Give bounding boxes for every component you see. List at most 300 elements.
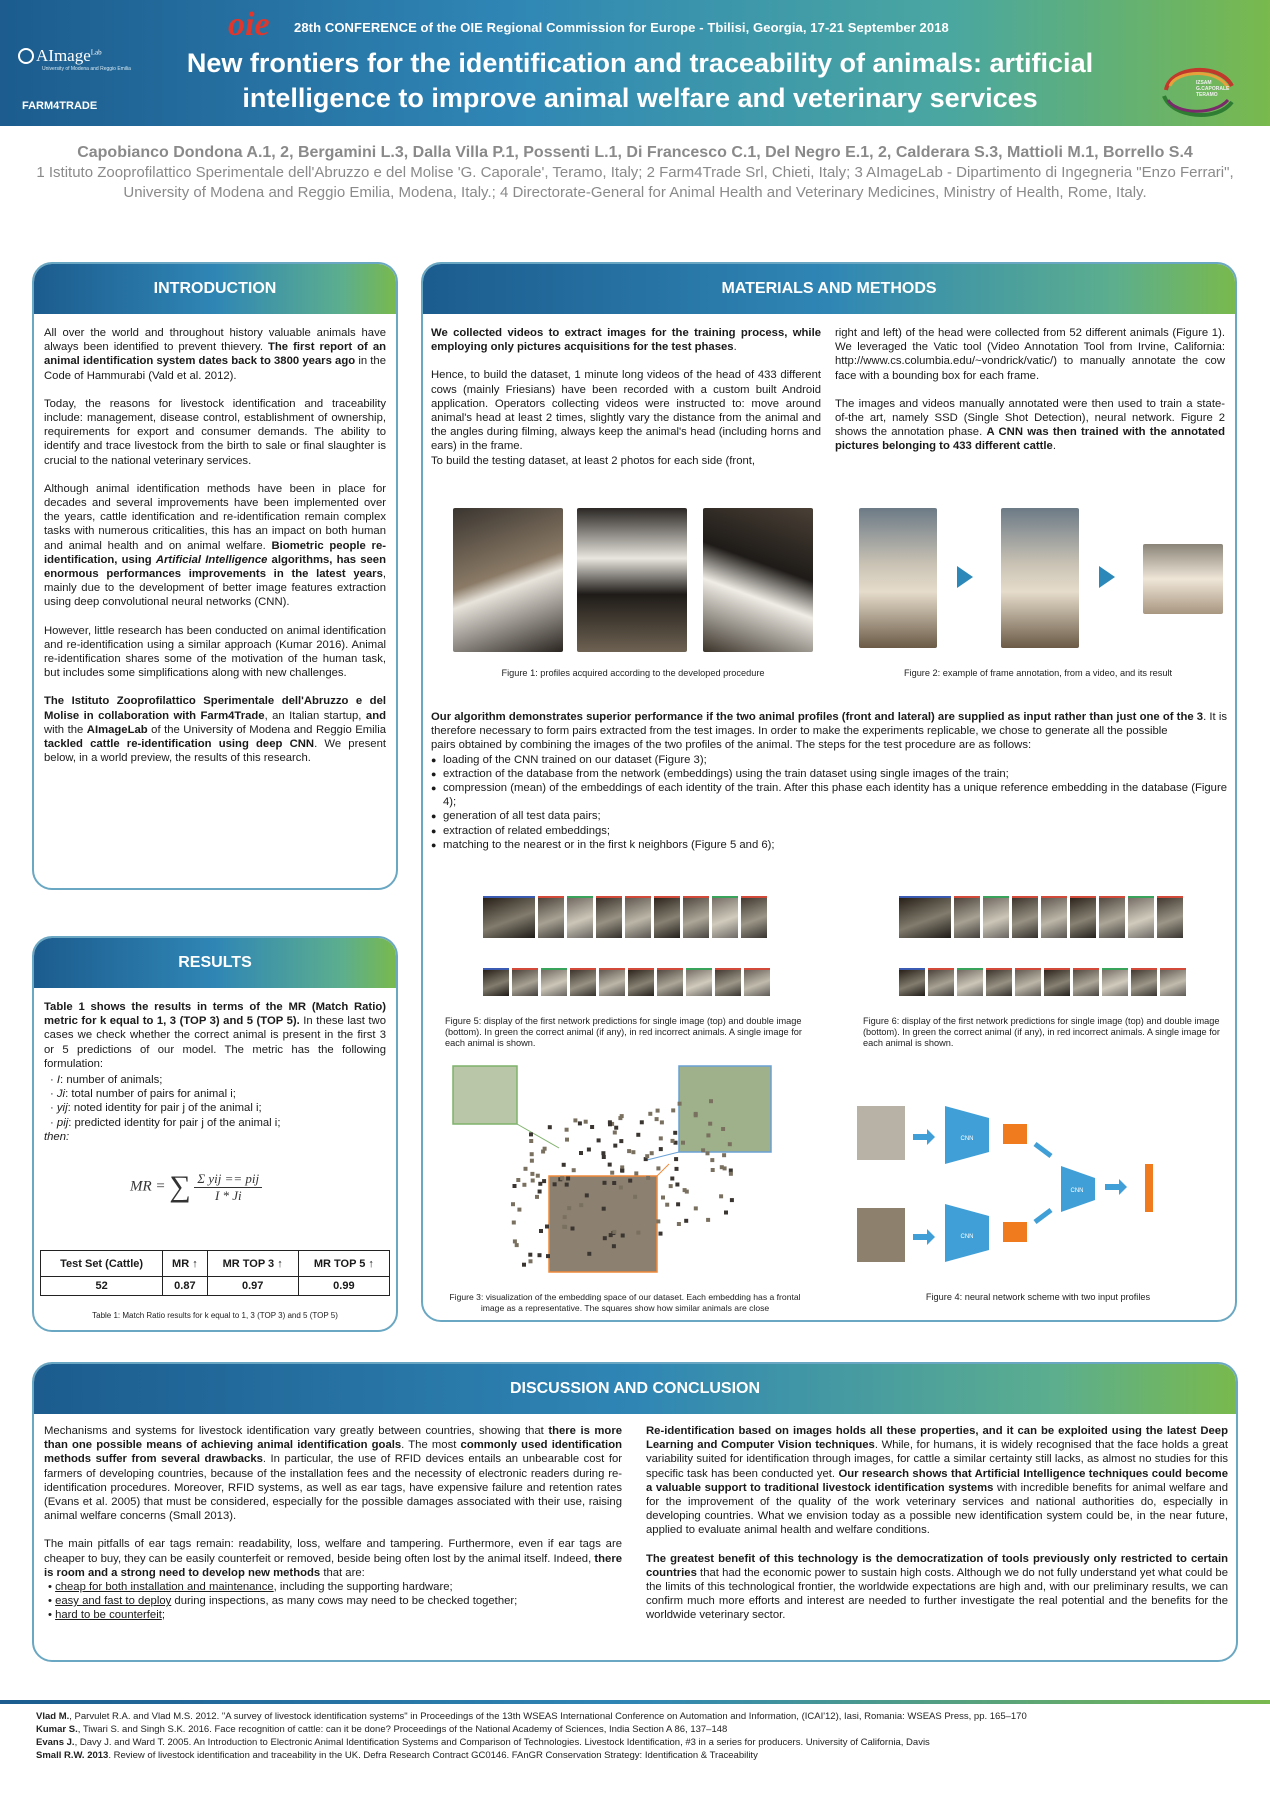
table-header: MR TOP 3 ↑ [207,1251,298,1277]
embedding-point [627,1149,631,1153]
prediction-thumbnail [483,896,535,938]
embedding-point [634,1171,638,1175]
algorithm-text: . It is therefore necessary to form pairs extracted from the test images. In order to make the experiments replicable, we chose to generate all the possible [431,711,1228,738]
discussion-bold: The greatest benefit of this technology is the democratization of tools previously only restricted to certain countries [646,1552,1228,1579]
embedding-point [694,1113,698,1117]
cow-profile-right-image [703,508,813,652]
frame-annotated-image [1001,508,1079,648]
embedding-point [528,1253,532,1257]
cnn-label-1: CNN [960,1136,974,1142]
embedding-point [610,1171,614,1175]
reference-text: , Davy J. and Ward T. 2005. An Introduction to Electronic Animal Identification Systems and Comparison of Technologies. Livestock Identification, #3 in a series for producers. University of California, Davis [74,1737,930,1748]
embedding-point [681,1141,685,1145]
steps-list [431,753,1227,852]
embedding-point [684,1219,688,1223]
prediction-thumbnail [983,896,1009,938]
embedding-point [590,1125,594,1129]
embedding-point [676,1202,680,1206]
izsam-text: IZSAM G.CAPORALE TERAMO [1196,80,1230,98]
symbol: Ji [56,1088,66,1101]
embedding-point [614,1126,618,1130]
intro-text: , an Italian startup, [264,709,366,722]
embedding-point [612,1181,616,1185]
requirement-underlined: hard to be counterfeit [55,1609,162,1622]
prediction-thumbnail [1012,896,1038,938]
authors: Capobianco Dondona A.1, 2, Bergamini L.3, Dalla Villa P.1, Possenti L.1, Di Francesco C.1, Del Negro E.1, 2, Calderara S.3, Mattioli M.1, Borrello S.4 [77,144,1193,161]
embedding-point [612,1244,616,1248]
embedding-point [529,1132,533,1136]
embedding-point [602,1155,606,1159]
introduction-body [34,314,396,791]
reference-author: Evans J. [36,1737,75,1748]
requirement-underlined: easy and fast to deploy [55,1595,172,1608]
intro-text: in the Code of Hammurabi (Vald et al. 2012). [44,355,386,382]
embedding-point [608,1120,612,1124]
embedding-point [572,1168,576,1172]
embedding-point [665,1203,669,1207]
embedding-point [579,1151,583,1155]
introduction-heading: INTRODUCTION [34,264,396,314]
embedding-point [536,1174,540,1178]
methods-bold: We collected videos to extract images for the training process, while employing only pictures acquisitions for the test phases [431,327,821,354]
figure-6-caption: Figure 6: display of the first network predictions for single image (top) and double image (bottom). In green the correct animal (if any), in red incorrect animals. A single image for each animal is shown. [863,1016,1220,1048]
symbol-item: · pij: predicted identity for pair j of the animal i; [50,1116,281,1129]
embedding-point [656,1219,660,1223]
embedding-point [512,1221,516,1225]
figure-6-top-strip [899,896,1179,938]
embedding-point [631,1150,635,1154]
prediction-thumbnail [741,896,767,938]
reference-author: Small R.W. 2013 [36,1750,109,1761]
embedding-point [670,1177,674,1181]
embedding-space-figure [451,1064,811,1284]
embedding-point [531,1179,535,1183]
embedding-point [659,1136,663,1140]
embedding-point [722,1153,726,1157]
embedding-point [661,1196,665,1200]
methods-text: The images and videos manually annotated were then used to train a state-of-the art, namely SSD (Single Shot Detection), neural network. Figure 2 shows the annotation phase. [835,397,1225,439]
algorithm-section [431,710,1227,852]
intro-text: Although animal identification methods have been in place for decades and several improvements have been implemented over the years, cattle identification and re-identification remain complex tasks with numerous criticalities, this has an impact on both human and animal health and on animal welfare. [44,482,386,552]
embedding-point [563,1215,567,1219]
symbol-desc: : number of animals; [60,1074,163,1087]
embedding-point [706,1218,710,1222]
affiliations: 1 Istituto Zooprofilattico Sperimentale dell'Abruzzo e del Molise 'G. Caporale', Teramo, Italy; 2 Farm4Trade Srl, Chieti, Italy; 3 AImageLab - Dipartimento di Ingegneria "Enzo Ferrari", University of Modena and Reggio Emilia, Modena, Italy.; 4 Directorate-General for Animal Health and Veterinary Medicines, Ministry of Health, Rome, Italy. [36,164,1234,201]
prediction-thumbnail [483,968,509,996]
embedding-point [640,1120,644,1124]
figure-5-top-strip [483,896,773,938]
embedding-point [603,1181,607,1185]
list-item: ● generation of all test data pairs; [431,809,1227,823]
intro-text: . We present below, in a world preview, the results of this research. [44,738,386,765]
prediction-thumbnail [654,896,680,938]
embedding-point [628,1179,632,1183]
prediction-thumbnail [899,896,951,938]
arrow-right-icon [1099,566,1115,588]
embedding-point [565,1138,569,1142]
methods-paragraph [431,326,821,354]
embedding-point [675,1167,679,1171]
intro-bold: tackled cattle re-identification using deep CNN [44,738,315,751]
figure-6-bottom-strip [899,968,1179,998]
embedding-point [578,1121,582,1125]
prediction-thumbnail [954,896,980,938]
algorithm-bold: Our algorithm demonstrates superior performance if the two animal profiles (front and lateral) are supplied as input rather than just one of the 3 [431,711,1204,723]
intro-text: All over the world and throughout history valuable animals have always been identified to prevent thievery. [44,327,386,354]
symbol-item: · I: number of animals; [50,1074,163,1087]
reference-author: Kumar S. [36,1724,78,1735]
results-panel [32,936,398,1332]
embedding-point [543,1147,547,1151]
table-header: Test Set (Cattle) [41,1251,163,1277]
requirement-underlined: cheap for both installation and maintenance [55,1581,274,1594]
embedding-point [516,1178,520,1182]
embedding-point [636,1231,640,1235]
embedding-point [524,1167,528,1171]
embedding-point [560,1176,564,1180]
embedding-point [613,1144,617,1148]
cow-profile-left-image [453,508,563,652]
embedding-point [721,1127,725,1131]
list-item: ● compression (mean) of the embeddings of each identity of the train. After this phase each identity has a unique reference embedding in the database (Figure 4); [431,781,1227,809]
list-item: ● extraction of the database from the network (embeddings) using the train dataset using single images of the train; [431,767,1227,781]
embedding-point [612,1230,616,1234]
discussion-bold: there is more than one possible means of achieving animal identification goals [44,1425,622,1452]
embedding-point [587,1252,591,1256]
discussion-paragraph [44,1537,622,1580]
embedding-point [694,1206,698,1210]
algorithm-paragraph [431,710,1227,738]
prediction-thumbnail [570,968,596,996]
symbol-desc: : total number of pairs for animal i; [65,1088,236,1101]
results-body [34,988,396,1144]
embedding-point [513,1239,517,1243]
table-cell: 0.99 [298,1277,389,1296]
requirement-rest: ; [161,1609,165,1622]
discussion-text: that are: [320,1566,365,1579]
reference-author: Vlad M. [36,1711,70,1722]
aimagelab-subtitle: University of Modena and Reggio Emilia [42,66,131,72]
discussion-text: . While, for humans, it is widely recognised that the face holds a great variability suited for identification through images, for cattle a similar certainty still lacks, as almost no studies for this specific task has been conducted yet. [646,1439,1228,1480]
embedding-point [542,1179,546,1183]
formula-lhs: MR = [130,1178,166,1195]
embedding-point [724,1211,728,1215]
discussion-column-1 [44,1424,622,1623]
embedding-point [562,1163,566,1167]
intro-paragraph [44,694,386,765]
reference-item [36,1736,1236,1749]
list-item: ● loading of the CNN trained on our dataset (Figure 3); [431,753,1227,767]
prediction-thumbnail [1070,896,1096,938]
discussion-paragraph [646,1552,1228,1623]
embedding-point [621,1234,625,1238]
embedding-point [619,1139,623,1143]
prediction-thumbnail [715,968,741,996]
figure-4-caption: Figure 4: neural network scheme with two input profiles [925,1292,1151,1302]
embedding-point [602,1207,606,1211]
input-profile-1-image [857,1106,905,1160]
embedding-point [709,1099,713,1103]
embedding-point [530,1159,534,1163]
embedding-point [706,1151,710,1155]
intro-paragraph: However, little research has been conducted on animal identification and re-identification using a similar approach (Kumar 2016). Animal re-identification shares some of the motivation of the human task, but includes some simplifications along with new challenges. [44,624,386,680]
intro-paragraph [44,482,386,610]
sum-icon: ∑ [169,1170,191,1203]
embedding-point [573,1118,577,1122]
symbol: yij [56,1102,68,1115]
methods-column-1 [431,326,821,468]
intro-paragraph: Today, the reasons for livestock identification and traceability include: management, disease control, establishment of ownership, requirements for export and consumer demands. The ability to identify and trace livestock from the birth to sale or final slaughter is crucial to the national veterinary services. [44,397,386,467]
embedding-point [515,1243,519,1247]
aimagelab-text: AImage [36,46,91,65]
discussion-bold: commonly used identification methods suffer from several drawbacks [44,1439,622,1466]
embedding-point [538,1253,542,1257]
embedding-point [719,1194,723,1198]
prediction-thumbnail [657,968,683,996]
embedding-point [673,1131,677,1135]
reference-item [36,1710,1236,1723]
embedding-point [669,1184,673,1188]
embedding-point [530,1172,534,1176]
table-row [41,1277,390,1296]
requirement-rest: , including the supporting hardware; [273,1581,453,1594]
embedding-point [585,1193,589,1197]
cropped-face-image [1143,544,1223,614]
figure-5-caption: Figure 5: display of the first network predictions for single image (top) and double image (bottom). In green the correct animal (if any), in red incorrect animals. A single image for each animal is shown. [445,1016,802,1048]
formula-fraction [194,1171,262,1204]
requirements-list [44,1580,622,1623]
intro-italic: Artificial Intelligence [155,553,268,566]
embedding-point [584,1120,588,1124]
table-header: MR ↑ [163,1251,207,1277]
reference-text: , Tiwari S. and Singh S.K. 2016. Face recognition of cattle: can it be done? Proceedings of the National Academy of Sciences, India Section A 86, 137–148 [77,1724,728,1735]
prediction-thumbnail [538,896,564,938]
methods-text: . [733,341,737,354]
table-cell: 0.87 [163,1277,207,1296]
intro-bold: The first report of an animal identification system dates back to 3800 years ago [44,341,387,368]
embedding-point [706,1133,710,1137]
then-label [44,1130,386,1144]
cnn-label-3: CNN [1070,1188,1084,1194]
discussion-text: Mechanisms and systems for livestock identification vary greatly between countries, showing that [44,1425,549,1437]
embedding-point [545,1225,549,1229]
prediction-thumbnail [712,896,738,938]
methods-paragraph [835,397,1225,454]
prediction-thumbnail [1044,968,1070,996]
formula-numerator: Σ yij == pij [194,1171,262,1188]
embedding-point [597,1138,601,1142]
reference-item [36,1749,1236,1762]
table-header-row [41,1251,390,1277]
discussion-bold: Our research shows that Artificial Intelligence techniques could become a valuable support to traditional livestock identification systems [646,1467,1229,1494]
results-table [40,1250,390,1296]
embedding-point [566,1177,570,1181]
intro-bold: The Istituto Zooprofilattico Sperimentale dell'Abruzzo e del Molise in collaboration with Farm4Trade [44,695,386,722]
prediction-thumbnail [596,896,622,938]
prediction-thumbnail [1160,968,1186,996]
embedding-point [535,1195,539,1199]
symbol-item: · Ji: total number of pairs for animal i; [50,1088,236,1101]
embedding-point [601,1151,605,1155]
embedding-point [678,1102,682,1106]
discussion-text: that had the economic power to sustain high costs. Although we do not fully understand yet what could be the limits of this technological frontier, the worldwide expectations are high and, with our preliminary results, we can confirm much more efforts and interest are needed to further investigate the real potential and the benefits for the worldwide veterinary sector. [646,1566,1228,1622]
results-bold: Table 1 shows the results in terms of the MR (Match Ratio) metric for k equal to 1, 3 (TOP 3) and 5 (TOP 5). [44,1001,386,1028]
methods-column-2 [835,326,1225,468]
discussion-text: . In particular, the use of RFID devices entails an unbearable cost for farmers of developing countries, because of the installation fees and the necessity of electronic readers during re-identification procedures. Moreover, RFID systems, as well as ear tags, have expensive failure and retention rates (Evans et al. 2005) that must be considered, especially for the possible damages associated with their use, raising animal welfare concerns (Small 2013). [44,1453,623,1523]
prediction-thumbnail [512,968,538,996]
list-item: ● extraction of related embeddings; [431,824,1227,838]
prediction-thumbnail [1128,896,1154,938]
requirement-rest: during inspections, as many cows may need to be checked together; [171,1595,518,1608]
prediction-thumbnail [541,968,567,996]
discussion-heading: DISCUSSION AND CONCLUSION [34,1364,1236,1414]
figure-3-caption: Figure 3: visualization of the embedding space of our dataset. Each embedding has a frontal image as a representative. The squares show how similar animals are close [449,1292,801,1313]
discussion-text: with incredible benefits for animal welfare and for the improvement of the quality of the work veterinary services and national authorities do, especially in developing countries. What we envision today as a possible new identification system could be, in the near future, applied to evaluate animal health and welfare conditions. [646,1481,1228,1537]
references [36,1710,1236,1762]
intro-bold: and [365,709,386,722]
cow-profile-front-image [577,508,687,652]
symbol: pij [56,1116,69,1129]
authors-block [20,143,1250,203]
embedding-point [650,1151,654,1155]
embedding-point [513,1184,517,1188]
embedding-point [608,1163,612,1167]
formula-denominator: I * Ji [214,1187,242,1203]
embedding-point [522,1183,526,1187]
references-divider [0,1700,1270,1704]
list-item: ● matching to the nearest or in the first k neighbors (Figure 5 and 6); [431,838,1227,852]
embedding-point [567,1206,571,1210]
embedding-point [656,1166,660,1170]
embedding-point [677,1222,681,1226]
embedding-point [587,1148,591,1152]
discussion-bold: Re-identification based on images holds all these properties, and it can be exploited using the latest Deep Learning and Computer Vision techniques [646,1425,1228,1452]
embedding-point [659,1232,663,1236]
embedding-point [517,1208,521,1212]
embedding-point [565,1128,569,1132]
prediction-thumbnail [1131,968,1157,996]
embedding-point [603,1236,607,1240]
embedding-point [522,1263,526,1267]
methods-heading: MATERIALS AND METHODS [423,264,1235,314]
discussion-paragraph [646,1424,1228,1538]
intro-bold: algorithms, has seen enormous performances improvements in the latest years [44,553,386,581]
embedding-point [553,1182,557,1186]
embedding-point [613,1131,617,1135]
figure-5-bottom-strip [483,968,773,998]
discussion-text: . The most [401,1439,461,1452]
prediction-thumbnail [628,968,654,996]
methods-bold: A CNN was then trained with the annotated pictures belonging to 433 different cattle [835,426,1225,453]
embedding-point [701,1148,705,1152]
symbol-desc: : noted identity for pair j of the animal i; [67,1102,262,1115]
mr-formula [130,1170,262,1204]
embedding-point [671,1139,675,1143]
methods-paragraph: To build the testing dataset, at least 2 photos for each side (front, [431,454,756,467]
intro-bold: AImageLab [86,723,148,736]
intro-bold: Biometric people re-identification, using [44,539,386,566]
embedding-point [530,1152,534,1156]
results-intro [44,1000,386,1071]
figure-2-caption: Figure 2: example of frame annotation, from a video, and its result [903,668,1173,678]
embedding-point [730,1198,734,1202]
embedding-point [529,1259,533,1263]
table-header: MR TOP 5 ↑ [298,1251,389,1277]
input-profile-2-image [857,1208,905,1262]
methods-panel [421,262,1237,1322]
table-caption: Table 1: Match Ratio results for k equal to 1, 3 (TOP 3) and 5 (TOP 5) [92,1311,338,1320]
list-item: • cheap for both installation and maintenance, including the supporting hardware; [48,1581,453,1594]
embedding-point [579,1203,583,1207]
symbol: I [56,1074,61,1087]
farm4trade-logo: FARM4TRADE [22,100,98,112]
embedding-point [656,1109,660,1113]
oie-logo: oie [228,6,270,43]
embedding-point [708,1122,712,1126]
prediction-thumbnail [599,968,625,996]
embedding-point [710,1158,714,1162]
poster-header [0,0,1270,126]
embedding-point [675,1183,679,1187]
prediction-thumbnail [1015,968,1041,996]
reference-text: , Parvulet R.A. and Vlad M.S. 2012. "A survey of livestock identification systems" in Proceedings of the 13th WSEAS International Conference on Automation and Information, (ICAI'12), Iasi, Romania: WSEAS Press, pp. 165–170 [69,1711,1027,1722]
prediction-thumbnail [567,896,593,938]
table-cell: 52 [41,1277,163,1296]
symbol-list [44,1073,386,1130]
prediction-thumbnail [1041,896,1067,938]
aimagelab-ring-icon [18,48,34,64]
embedding-point [728,1142,732,1146]
prediction-thumbnail [928,968,954,996]
algorithm-paragraph: pairs obtained by combining the images of the two profiles of the animal. The steps for the test procedure are as follows: [431,739,1032,752]
embedding-point [548,1125,552,1129]
discussion-paragraph [44,1424,622,1523]
discussion-bold: there is room and a strong need to develop new methods [44,1552,622,1579]
embedding-point [655,1117,659,1121]
intro-text: , mainly due to the development of better image features extraction using deep convolutional neural networks (CNN). [44,568,386,609]
aimagelab-logo: AImage$^{Lab}$ [18,46,102,66]
frame-original-image [859,508,937,648]
intro-text: of the University of Modena and Reggio Emilia [147,723,386,736]
embedding-point [636,1133,640,1137]
embedding-point [546,1254,550,1258]
embedding-point [659,1147,663,1151]
prediction-thumbnail [686,968,712,996]
embedding-point [511,1202,515,1206]
embedding-point [565,1183,569,1187]
network-scheme-figure [855,1100,1225,1270]
embedding-point [660,1120,664,1124]
list-item: • hard to be counterfeit; [48,1609,165,1622]
introduction-panel [32,262,398,890]
prediction-thumbnail [1099,896,1125,938]
arrow-right-icon [957,566,973,588]
embedding-point [618,1116,622,1120]
embedding-point [609,1233,613,1237]
embedding-point [538,1182,542,1186]
reference-item [36,1723,1236,1736]
embedding-point [645,1154,649,1158]
embedding-point [674,1157,678,1161]
intro-text: with the [44,723,87,736]
intro-paragraph [44,326,386,383]
then-text: then: [44,1130,70,1143]
poster-title [110,46,1170,116]
symbol-desc: : predicted identity for pair j of the animal i; [68,1116,281,1129]
embedding-point [539,1229,543,1233]
list-item: • easy and fast to deploy during inspections, as many cows may need to be checked together; [48,1595,518,1608]
methods-paragraph: Hence, to build the dataset, 1 minute long videos of the head of 433 different cows (mainly Friesians) have been recorded with a custom built Android application. Operators collecting videos were instructed to: move around animal's head at least 2 times, slightly vary the distance from the animal and the angles during filming, always keep the animal's head (including horns and ears) in the frame. [431,369,821,453]
